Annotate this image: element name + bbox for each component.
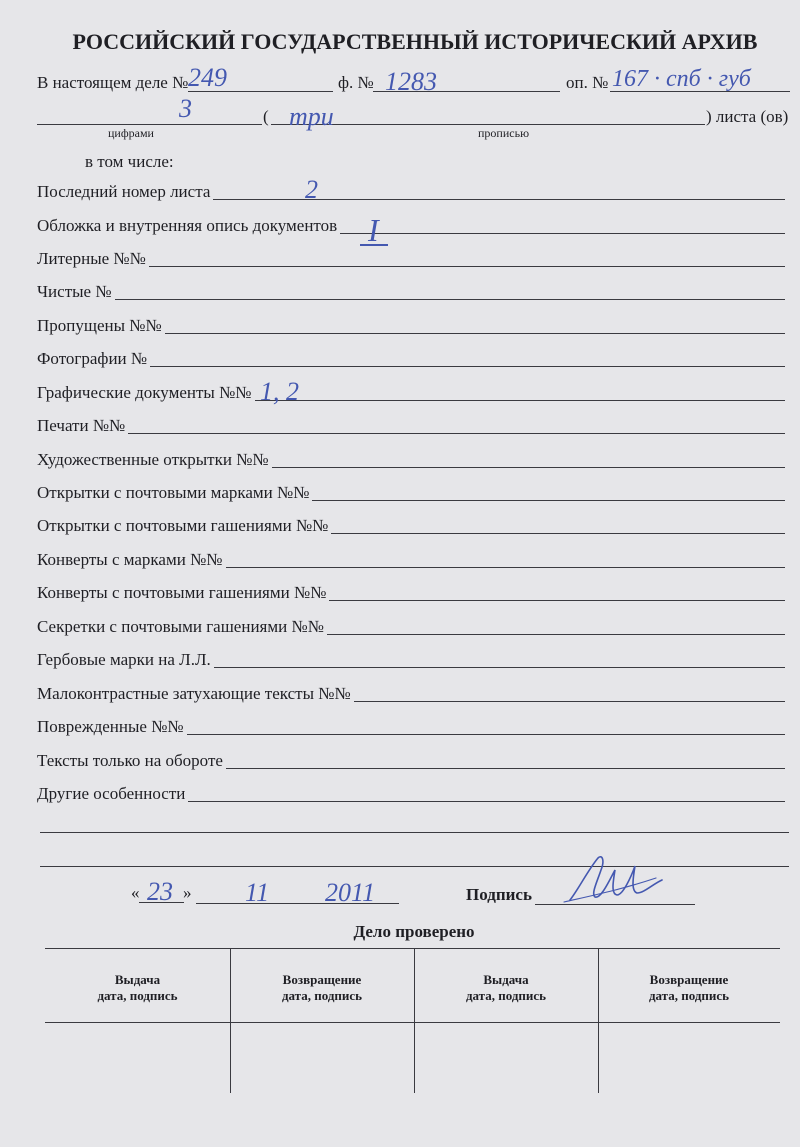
fond-number-handwritten: 1283	[385, 67, 437, 96]
fill-in-line	[115, 299, 785, 300]
field-label: Литерные №№	[37, 249, 146, 268]
field-row-seals	[37, 415, 785, 436]
signature-label: Подпись	[466, 885, 532, 904]
blank-line-2	[40, 866, 789, 867]
field-label: Фотографии №	[37, 349, 148, 368]
header-subtitle: дата, подпись	[648, 988, 730, 1003]
case-number-label: В настоящем деле №	[37, 73, 189, 92]
table-header-issue-2	[414, 972, 598, 1004]
fill-in-line	[187, 734, 785, 735]
field-label: Графические документы №№	[37, 383, 252, 402]
date-close-quote: »	[183, 883, 192, 902]
table-header-rule	[45, 1022, 780, 1023]
fill-in-line	[272, 467, 785, 468]
field-label: Секретки с почтовыми гашениями №№	[37, 617, 324, 636]
table-column-divider	[230, 948, 231, 1093]
field-row-postcards-with-stamps	[37, 482, 785, 503]
table-header-return-2	[598, 972, 780, 1004]
fill-in-line	[128, 433, 785, 434]
fill-in-line	[188, 801, 785, 802]
header-title: Возвращение	[649, 972, 729, 987]
date-year-handwritten: 2011	[325, 878, 376, 907]
sheet-count-digits-handwritten: 3	[179, 94, 192, 123]
field-row-reverse-only-texts	[37, 750, 785, 771]
table-header-issue-1	[45, 972, 230, 1004]
opis-number-handwritten: 167 · спб · губ	[612, 66, 751, 92]
field-label: Другие особенности	[37, 784, 186, 803]
header-title: Возвращение	[282, 972, 362, 987]
fill-in-line	[150, 366, 785, 367]
fill-in-line	[149, 266, 785, 267]
fill-in-line	[354, 701, 785, 702]
field-row-blank-sheets	[37, 281, 785, 302]
sheet-count-words-line	[271, 124, 705, 125]
sheet-count-digits-line	[37, 124, 262, 125]
field-row-last-sheet-number	[37, 175, 785, 204]
field-label: Печати №№	[37, 416, 126, 435]
header-subtitle: дата, подпись	[97, 988, 178, 1003]
case-number-handwritten: 249	[188, 63, 227, 92]
field-row-letter-cards-with-cancellations	[37, 616, 785, 637]
archive-title: РОССИЙСКИЙ ГОСУДАРСТВЕННЫЙ ИСТОРИЧЕСКИЙ АРХИВ	[72, 29, 758, 54]
field-label: Открытки с почтовыми марками №№	[37, 483, 310, 502]
fill-in-line	[312, 500, 785, 501]
field-row-photographs	[37, 348, 785, 369]
fill-in-line	[331, 533, 785, 534]
field-label: Конверты с почтовыми гашениями №№	[37, 583, 327, 602]
open-paren: (	[263, 107, 269, 126]
field-label: Последний номер листа	[37, 182, 211, 201]
fill-in-line	[226, 567, 785, 568]
field-value-handwritten: 1, 2	[260, 377, 299, 406]
field-row-skipped-numbers	[37, 315, 785, 336]
field-label: Малоконтрастные затухающие тексты №№	[37, 684, 351, 703]
opis-number-label: оп. №	[566, 73, 609, 92]
field-label: Художественные открытки №№	[37, 450, 269, 469]
date-day-handwritten: 23	[147, 877, 173, 906]
fill-in-line	[329, 600, 785, 601]
fill-in-line	[213, 199, 785, 200]
field-row-graphic-documents	[37, 377, 785, 406]
field-label: Конверты с марками №№	[37, 550, 223, 569]
field-label: Обложка и внутренняя опись документов	[37, 216, 338, 235]
header-subtitle: дата, подпись	[465, 988, 547, 1003]
case-checked-title: Дело проверено	[353, 922, 475, 941]
field-row-postcards-with-cancellations	[37, 515, 785, 536]
header-title: Выдача	[114, 972, 161, 987]
table-column-divider	[598, 948, 599, 1093]
field-row-envelopes-with-cancellations	[37, 582, 785, 603]
field-row-revenue-stamps	[37, 649, 785, 670]
field-row-cover-and-inventory	[37, 212, 785, 248]
field-row-other-features	[37, 783, 785, 804]
header-subtitle: дата, подпись	[281, 988, 363, 1003]
blank-line-1	[40, 832, 789, 833]
fill-in-line	[214, 667, 785, 668]
handwritten-signature-icon	[560, 850, 670, 910]
handwritten-underline-stroke	[360, 244, 388, 246]
sheet-count-suffix: ) листа (ов)	[706, 107, 789, 126]
field-value-handwritten: I	[368, 212, 379, 248]
field-label: Пропущены №№	[37, 316, 162, 335]
table-column-divider	[414, 948, 415, 1093]
words-caption: прописью	[478, 126, 530, 140]
field-label: Гербовые марки на Л.Л.	[37, 650, 211, 669]
fill-in-line	[255, 400, 785, 401]
table-top-rule	[45, 948, 780, 949]
field-label: Тексты только на обороте	[37, 751, 223, 770]
including-label: в том числе:	[85, 152, 174, 171]
field-label: Чистые №	[37, 282, 112, 301]
date-open-quote: «	[131, 883, 140, 902]
header-title: Выдача	[483, 972, 529, 987]
table-header-return-1	[230, 972, 414, 1004]
field-row-faded-texts	[37, 683, 785, 704]
field-label: Открытки с почтовыми гашениями №№	[37, 516, 329, 535]
date-month-handwritten: 11	[245, 878, 270, 907]
field-value-handwritten: 2	[305, 175, 318, 204]
field-row-letter-numbers	[37, 248, 785, 269]
fill-in-line	[226, 768, 785, 769]
field-row-art-postcards	[37, 449, 785, 470]
digits-caption: цифрами	[108, 126, 154, 140]
field-row-damaged	[37, 716, 785, 737]
field-row-envelopes-with-stamps	[37, 549, 785, 570]
field-label: Поврежденные №№	[37, 717, 184, 736]
fill-in-line	[165, 333, 785, 334]
fill-in-line	[327, 634, 785, 635]
fill-in-line	[340, 233, 785, 234]
fond-number-label: ф. №	[338, 73, 374, 92]
sheet-count-words-handwritten: три	[289, 102, 334, 131]
